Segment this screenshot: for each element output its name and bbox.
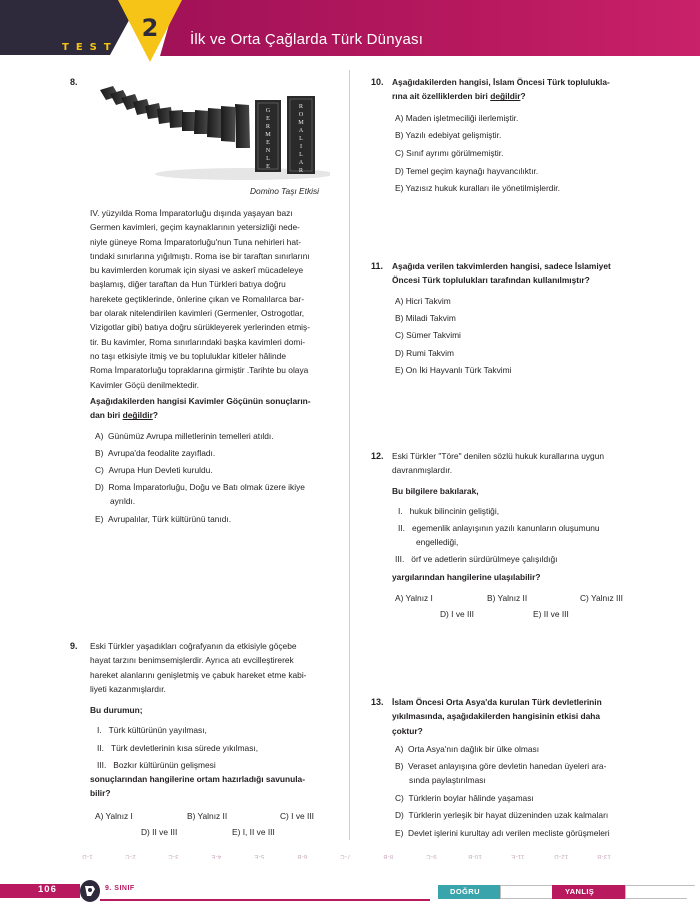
passage-line: Roma İmparatorluğu topraklarına girmiştir .Tarihte bu olaya: [90, 365, 309, 376]
option-13b[interactable]: B) Veraset anlayışına göre devletin hanedan üyeleri ara-: [395, 761, 607, 771]
option-10a[interactable]: A) Maden işletmeciliği ilerlemiştir.: [395, 113, 519, 123]
passage-line: niyle güneye Roma İmparatorluğu'nun Tuna nehirleri hat-: [90, 236, 302, 247]
wrong-label: YANLIŞ: [565, 887, 595, 896]
answer-key-2: 2-C: [125, 853, 136, 859]
svg-text:O: O: [298, 111, 304, 118]
option-11a[interactable]: A) Hicri Takvim: [395, 296, 451, 306]
option-9d[interactable]: D) II ve III: [141, 827, 178, 837]
passage-line: no taşı etkisiyle itmiş ve bu topluluklar kitleler hâlinde: [90, 350, 286, 361]
passage-line: Eski Türkler yaşadıkları coğrafyanın da etkisiyle göçebe: [90, 641, 297, 651]
question-9-intro: Bu durumun;: [90, 705, 143, 715]
q12-item-1: I. hukuk bilincinin geliştiği,: [398, 506, 500, 516]
answer-key-1: 1-D: [82, 853, 93, 859]
question-10-stem: Aşağıdakilerden hangisi, İslam Öncesi Türk topluluklа- rına ait özelliklerden biri değildir?: [392, 77, 610, 102]
question-12-intro: Bu bilgilere bakılarak,: [392, 486, 479, 496]
svg-text:R: R: [298, 103, 304, 110]
option-8e[interactable]: E) Avrupalılar, Türk kültürünü tanıdı.: [95, 514, 232, 524]
question-8-passage: [90, 206, 336, 392]
svg-text:E: E: [266, 139, 270, 146]
svg-text:R: R: [265, 123, 271, 130]
passage-line: Vizigotlar gibi) batıya doğru sürükleyerek yerlerinden etmiş-: [90, 322, 311, 333]
image-caption: Domino Taşı Etkisi: [250, 186, 320, 196]
answer-key-8: 8-B: [383, 853, 394, 859]
column-divider: [349, 70, 350, 840]
passage-line: bu kavimlerden korumak için siyasi ve askerî mücadeleye: [90, 265, 304, 276]
negation-word: değildir: [122, 410, 153, 421]
option-11e[interactable]: E) On İki Hayvanlı Türk Takvimi: [395, 365, 512, 375]
svg-text:L: L: [299, 151, 303, 158]
test-label: TEST: [62, 42, 118, 53]
answer-key-7: 7-C: [340, 853, 351, 859]
q12-item-2-cont: engellediği,: [416, 537, 459, 547]
svg-text:G: G: [265, 107, 271, 114]
passage-line: tındaki sınırlarına yığılmıştı. Roma ise bir taraftan sınırlarını: [90, 250, 310, 261]
option-13d[interactable]: D) Türklerin yerleşik bir hayat düzeninden uzak kalmaları: [395, 810, 609, 820]
svg-text:A: A: [298, 159, 304, 166]
passage-line: tir. Bu kavimler, Roma sınırlarındaki başka kavimleri domi-: [90, 336, 306, 347]
option-8b[interactable]: B) Avrupa'da feodalite zayıfladı.: [95, 448, 216, 458]
q12-item-2: II. egemenlik anlayışının yazılı kanunların oluşumunu: [398, 523, 600, 533]
question-9-stem: sonuçlarından hangilerine ortam hazırladığı savunula- bilir?: [90, 774, 306, 799]
answer-key-13: 13-B: [597, 853, 611, 859]
passage-line: Eski Türkler "Töre" denilen sözlü hukuk kurallarına uygun: [392, 451, 605, 461]
option-8a[interactable]: A) Günümüz Avrupa milletlerinin temelleri atıldı.: [95, 431, 274, 441]
answer-key-6: 6-B: [297, 853, 308, 859]
question-12-number: 12.: [371, 451, 384, 461]
option-10b[interactable]: B) Yazılı edebiyat gelişmiştir.: [395, 130, 502, 140]
question-8-number: 8.: [70, 77, 78, 87]
option-8d[interactable]: D) Roma İmparatorluğu, Doğu ve Batı olmak üzere ikiye: [95, 482, 305, 492]
option-11c[interactable]: C) Sümer Takvimi: [395, 330, 461, 340]
question-13-number: 13.: [371, 697, 384, 707]
publisher-logo-icon: [80, 880, 100, 902]
unit-title: İlk ve Orta Çağlarda Türk Dünyası: [190, 31, 424, 48]
q9-item-3: III. Bozkır kültürünün gelişmesi: [97, 760, 216, 770]
wrong-count-box[interactable]: [625, 885, 695, 899]
q9-item-1: I. Türk kültürünün yayılması,: [97, 725, 207, 735]
unit-number: 2: [141, 14, 159, 42]
passage-line: hayat tarzını benimsemişlerdir. Ayrıca atı evcilleştirerek: [90, 655, 294, 666]
passage-line: liyeti kazanmışlardır.: [90, 683, 166, 694]
option-12a[interactable]: A) Yalnız I: [395, 593, 433, 603]
option-9e[interactable]: E) I, II ve III: [232, 827, 275, 837]
question-11-number: 11.: [371, 261, 384, 271]
svg-text:M: M: [265, 131, 271, 138]
svg-text:A: A: [298, 127, 304, 134]
option-8c[interactable]: C) Avrupa Hun Devleti kuruldu.: [95, 465, 213, 475]
option-9c[interactable]: C) I ve III: [280, 811, 314, 821]
question-13-stem: İslam Öncesi Orta Asya'da kurulan Türk devletlerinin yıkılmasında, aşağıdakilerden hangisinin etkisi daha çoktur?: [392, 697, 602, 736]
option-12d[interactable]: D) I ve III: [440, 609, 474, 619]
option-10c[interactable]: C) Sınıf ayrımı görülmemiştir.: [395, 148, 504, 158]
option-12b[interactable]: B) Yalnız II: [487, 593, 528, 603]
passage-line: IV. yüzyılda Roma İmparatorluğu dışında yaşayan bazı: [90, 208, 293, 218]
question-12-stem: yargılarından hangilerine ulaşılabilir?: [392, 572, 541, 582]
option-11d[interactable]: D) Rumi Takvim: [395, 348, 454, 358]
answer-key-4: 4-E: [211, 853, 222, 859]
option-12c[interactable]: C) Yalnız III: [580, 593, 623, 603]
q12-item-3: III. örf ve adetlerin sürdürülmeye çalışıldığı: [395, 554, 558, 564]
option-10d[interactable]: D) Temel geçim kaynağı hayvancılıktır.: [395, 166, 539, 176]
answer-key-10: 10-B: [468, 853, 482, 859]
option-9a[interactable]: A) Yalnız I: [95, 811, 133, 821]
svg-text:I: I: [299, 143, 303, 150]
question-9-passage: [90, 639, 336, 696]
option-10e[interactable]: E) Yazısız hukuk kuralları ile yönetilmişlerdir.: [395, 183, 560, 193]
domino-effect-image: [95, 82, 330, 182]
answer-key-3: 3-C: [168, 853, 179, 859]
svg-text:E: E: [266, 163, 270, 170]
svg-text:L: L: [299, 135, 303, 142]
svg-text:M: M: [298, 119, 304, 126]
passage-line: Kavimler Göçü denilmektedir.: [90, 379, 199, 390]
negation-word: değildir: [490, 91, 521, 102]
question-12-passage: [392, 449, 638, 478]
answer-key-11: 11-E: [511, 853, 525, 859]
correct-count-box[interactable]: [500, 885, 560, 899]
option-12e[interactable]: E) II ve III: [533, 609, 569, 619]
option-9b[interactable]: B) Yalnız II: [187, 811, 228, 821]
grade-label: 9. SINIF: [105, 885, 135, 892]
page-number: 106: [38, 884, 57, 895]
answer-key-5: 5-E: [254, 853, 265, 859]
correct-label: DOĞRU: [450, 887, 480, 896]
svg-text:L: L: [266, 155, 270, 162]
passage-line: davranmışlardır.: [392, 465, 453, 476]
question-9-number: 9.: [70, 641, 78, 651]
footer-rule: [100, 899, 430, 901]
option-8d-cont: ayrıldı.: [110, 496, 136, 506]
passage-line: hareket alanlarını genişletmiş ve çabuk hareket etme kabi-: [90, 669, 307, 680]
svg-text:E: E: [266, 115, 270, 122]
question-10-number: 10.: [371, 77, 384, 87]
passage-line: bar olarak nitelendirilen kavimleri (Germenler, Ostrogotlar,: [90, 308, 305, 319]
svg-text:N: N: [265, 147, 271, 154]
option-13e[interactable]: E) Devlet işlerini kurultay adı verilen mecliste görüşmeleri: [395, 828, 610, 838]
svg-text:R: R: [298, 167, 304, 174]
q9-item-2: II. Türk devletlerinin kısa sürede yıkılması,: [97, 743, 259, 753]
answer-key-12: 12-D: [554, 853, 569, 859]
passage-line: Germen kavimleri, geçim kaynaklarının yetersizliği nede-: [90, 222, 300, 233]
option-13b-cont: sında paylaştırılması: [409, 775, 486, 785]
passage-line: başlamış, diğer taraftan da Hun Türkleri batıya doğru: [90, 279, 286, 290]
option-13c[interactable]: C) Türklerin boylar hâlinde yaşaması: [395, 793, 534, 803]
question-8-stem: Aşağıdakilerden hangisi Kavimler Göçünün sonuçların- dan biri değildir?: [90, 396, 311, 421]
question-11-stem: Aşağıda verilen takvimlerden hangisi, sadece İslamiyet Öncesi Türk toplulukları tarafından kullanılmıştır?: [392, 261, 611, 286]
answer-key-9: 9-C: [426, 853, 437, 859]
option-13a[interactable]: A) Orta Asya'nın dağlık bir ülke olması: [395, 744, 540, 754]
passage-line: harekete geçtiklerinde, önlerine çıkan ve Romalılarca bar-: [90, 293, 305, 304]
option-11b[interactable]: B) Miladi Takvim: [395, 313, 456, 323]
